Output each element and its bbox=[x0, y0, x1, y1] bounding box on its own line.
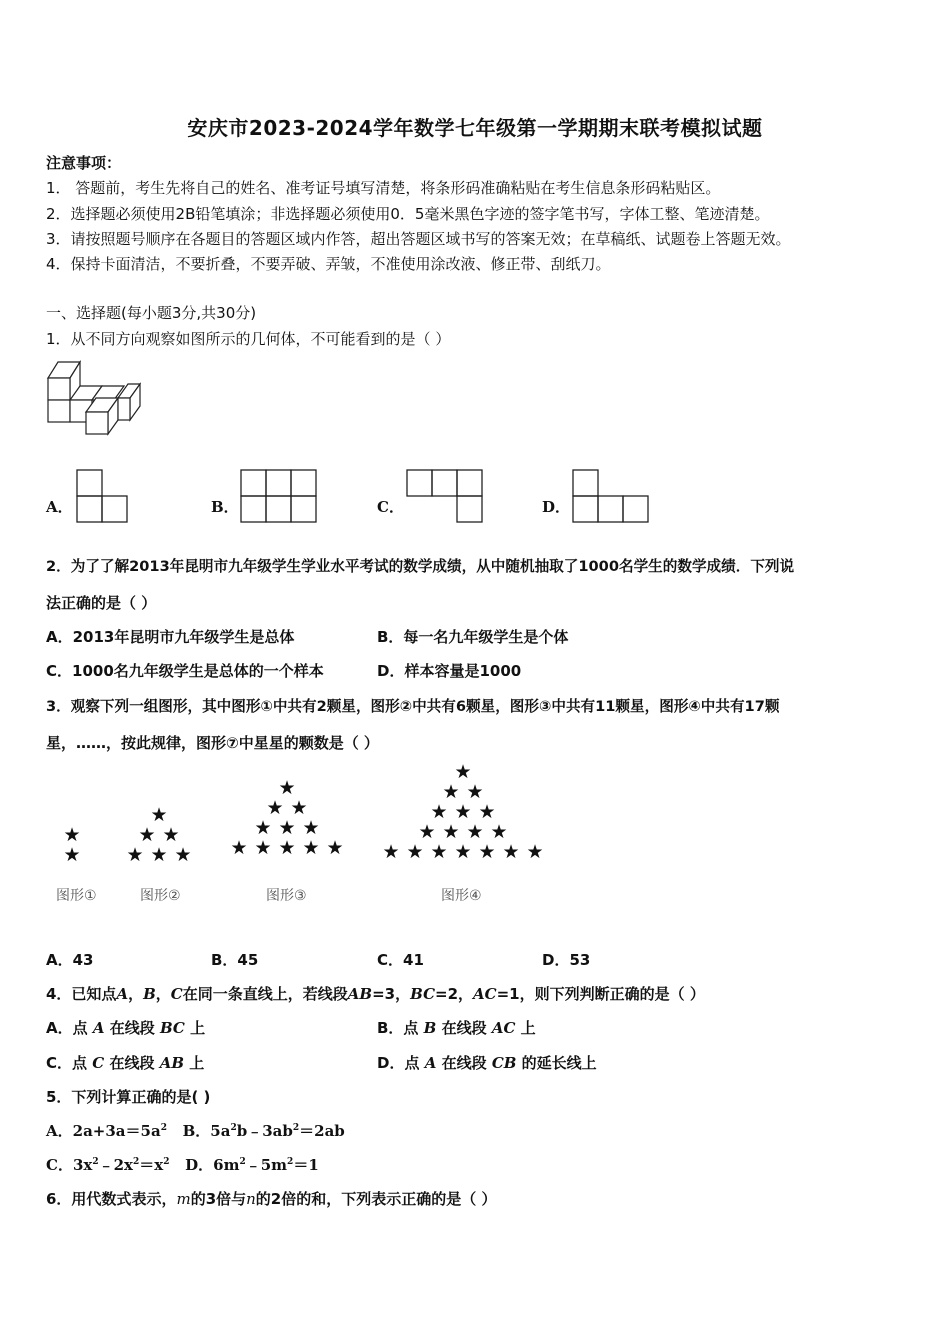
notice-item-1: 1． 答题前，考生先将自己的姓名、准考证号填写清楚，将条形码准确粘贴在考生信息条形码粘贴区。 bbox=[46, 179, 721, 197]
star-icon: ★ bbox=[150, 844, 168, 866]
star-icon: ★ bbox=[302, 817, 320, 839]
q3-option-c: C．41 bbox=[377, 951, 424, 969]
star-icon: ★ bbox=[278, 817, 296, 839]
star-icon: ★ bbox=[526, 841, 544, 863]
q3-stem-line1: 3．观察下列一组图形，其中图形①中共有2颗星，图形②中共有6颗星，图形③中共有11颗星，图形④中共有17颗 bbox=[46, 698, 780, 715]
star-icon: ★ bbox=[454, 841, 472, 863]
q3-caption-2: 图形② bbox=[140, 888, 181, 904]
star-icon: ★ bbox=[63, 844, 81, 866]
notice-item-2: 2．选择题必须使用2B铅笔填涂；非选择题必须使用0．5毫米黑色字迹的签字笔书写，字体工整、笔迹清楚。 bbox=[46, 205, 770, 223]
star-icon: ★ bbox=[502, 841, 520, 863]
star-icon: ★ bbox=[406, 841, 424, 863]
star-icon: ★ bbox=[418, 821, 436, 843]
q2-option-c: C．1000名九年级学生是总体的一个样本 bbox=[46, 662, 324, 680]
star-icon: ★ bbox=[302, 837, 320, 859]
notice-item-3: 3．请按照题号顺序在各题目的答题区域内作答，超出答题区域书写的答案无效；在草稿纸、试题卷上答题无效。 bbox=[46, 230, 791, 248]
star-icon: ★ bbox=[466, 821, 484, 843]
star-icon: ★ bbox=[266, 797, 284, 819]
q3-caption-1: 图形① bbox=[56, 888, 97, 904]
star-icon: ★ bbox=[254, 837, 272, 859]
star-icon: ★ bbox=[162, 824, 180, 846]
q2-stem-line1: 2．为了了解2013年昆明市九年级学生学业水平考试的数学成绩，从中随机抽取了1000名学生的数学成绩．下列说 bbox=[46, 558, 795, 575]
star-icon: ★ bbox=[278, 777, 296, 799]
q6-stem: 6．用代数式表示，m的3倍与n的2倍的和，下列表示正确的是（ ） bbox=[46, 1190, 497, 1208]
q5-options-cd: C．$3x^2﹣2x^2=x^2$ D．$6m^2﹣5m^2=1$ bbox=[46, 1156, 319, 1174]
section-heading: 一、选择题(每小题3分,共30分) bbox=[46, 304, 257, 322]
star-icon: ★ bbox=[442, 781, 460, 803]
star-icon: ★ bbox=[478, 801, 496, 823]
q3-caption-3: 图形③ bbox=[266, 888, 307, 904]
star-icon: ★ bbox=[174, 844, 192, 866]
star-icon: ★ bbox=[430, 801, 448, 823]
star-icon: ★ bbox=[442, 821, 460, 843]
q3-stem-line2: 星，……，按此规律，图形⑦中星星的颗数是（ ） bbox=[46, 734, 379, 752]
star-icon: ★ bbox=[382, 841, 400, 863]
star-icon: ★ bbox=[138, 824, 156, 846]
q1-solid-figure bbox=[44, 356, 144, 436]
star-icon: ★ bbox=[278, 837, 296, 859]
q2-option-b: B．每一名九年级学生是个体 bbox=[377, 628, 569, 646]
star-icon: ★ bbox=[126, 844, 144, 866]
q1-option-b-figure bbox=[240, 469, 320, 525]
q4-option-b: B．点 B 在线段 AC 上 bbox=[377, 1019, 536, 1037]
q2-option-a: A．2013年昆明市九年级学生是总体 bbox=[46, 628, 295, 646]
q1-option-c-figure bbox=[406, 469, 486, 525]
notice-item-4: 4．保持卡面清洁，不要折叠，不要弄破、弄皱，不准使用涂改液、修正带、刮纸刀。 bbox=[46, 255, 611, 273]
star-icon: ★ bbox=[466, 781, 484, 803]
q4-option-a: A．点 A 在线段 BC 上 bbox=[46, 1019, 206, 1037]
q4-stem: 4．已知点A，B，C在同一条直线上，若线段AB=3，BC=2，AC=1，则下列判断正确的是（ ） bbox=[46, 985, 705, 1003]
star-icon: ★ bbox=[326, 837, 344, 859]
star-icon: ★ bbox=[454, 801, 472, 823]
notice-heading: 注意事项： bbox=[46, 154, 122, 172]
q2-stem-line2: 法正确的是（ ） bbox=[46, 594, 157, 612]
star-icon: ★ bbox=[150, 804, 168, 826]
page-title: 安庆市2023-2024学年数学七年级第一学期期末联考模拟试题 bbox=[187, 116, 763, 140]
q1-option-a-label: A． bbox=[46, 498, 73, 516]
q3-caption-4: 图形④ bbox=[441, 888, 482, 904]
q5-options-ab: A．$2a+3a=5a^2$ B．$5a^2b﹣3ab^2=2ab$ bbox=[46, 1122, 345, 1140]
q4-option-d: D．点 A 在线段 CB 的延长线上 bbox=[377, 1054, 597, 1072]
star-icon: ★ bbox=[454, 761, 472, 783]
q3-option-a: A．43 bbox=[46, 951, 94, 969]
q1-option-b-label: B． bbox=[211, 498, 239, 516]
star-icon: ★ bbox=[430, 841, 448, 863]
q3-option-d: D．53 bbox=[542, 951, 591, 969]
q1-stem: 1．从不同方向观察如图所示的几何体，不可能看到的是（ ） bbox=[46, 330, 451, 348]
star-icon: ★ bbox=[254, 817, 272, 839]
star-icon: ★ bbox=[230, 837, 248, 859]
q1-option-d-figure bbox=[572, 469, 652, 525]
q4-option-c: C．点 C 在线段 AB 上 bbox=[46, 1054, 205, 1072]
star-icon: ★ bbox=[290, 797, 308, 819]
q1-option-c-label: C． bbox=[377, 498, 404, 516]
q3-option-b: B．45 bbox=[211, 951, 259, 969]
q5-stem: 5．下列计算正确的是( ) bbox=[46, 1088, 211, 1106]
star-icon: ★ bbox=[478, 841, 496, 863]
star-icon: ★ bbox=[490, 821, 508, 843]
q1-option-d-label: D． bbox=[542, 498, 571, 516]
q1-option-a-figure bbox=[76, 469, 130, 525]
q2-option-d: D．样本容量是1000 bbox=[377, 662, 522, 680]
star-icon: ★ bbox=[63, 824, 81, 846]
